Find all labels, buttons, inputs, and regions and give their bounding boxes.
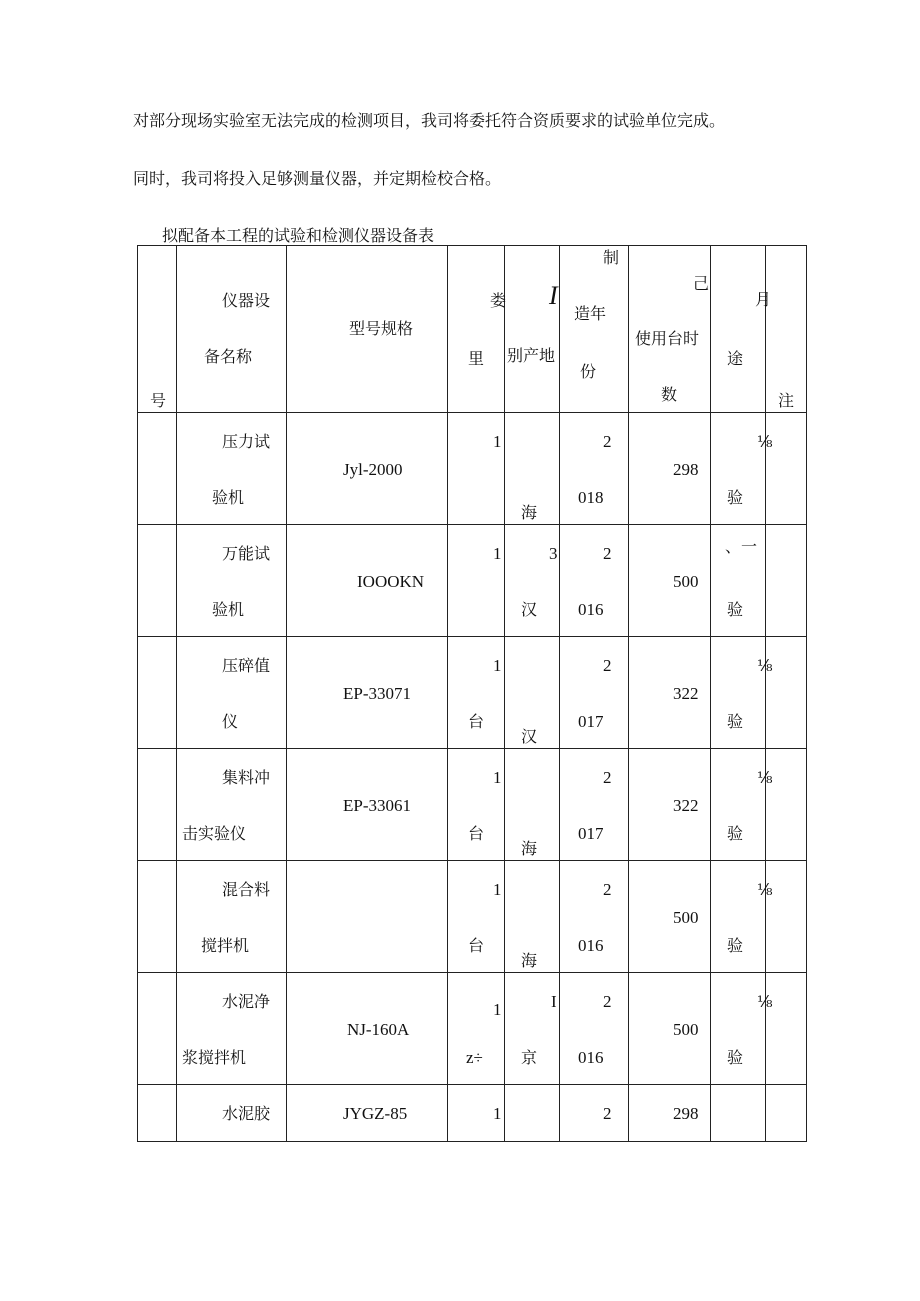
- cell-use-line2: 验: [727, 824, 744, 843]
- header-origin-line1: I: [549, 281, 558, 310]
- cell-use: [711, 973, 773, 1085]
- cell-hours-text: 298: [673, 460, 699, 479]
- cell-origin: [505, 749, 560, 861]
- header-no: [138, 246, 177, 413]
- cell-use: [711, 637, 773, 749]
- cell-use-line1: ⅛: [757, 656, 773, 675]
- cell-origin: [505, 861, 560, 973]
- cell-hours: [629, 637, 711, 749]
- cell-name: [177, 413, 287, 525]
- header-name: [177, 246, 287, 413]
- cell-origin-line2: 汉: [521, 727, 538, 746]
- cell-year: [560, 637, 629, 749]
- cell-year-line2: 016: [578, 1048, 604, 1067]
- cell-name: [177, 973, 287, 1085]
- cell-no: [138, 861, 177, 973]
- cell-qty: [448, 973, 505, 1085]
- cell-year-line1: 2: [603, 880, 612, 899]
- cell-model: [287, 637, 448, 749]
- cell-use-line1: ⅛: [757, 432, 773, 451]
- table-row: [138, 413, 807, 525]
- cell-name-line2: 仪: [222, 712, 239, 731]
- cell-qty: [448, 637, 505, 749]
- header-qty-line1: 娄: [490, 291, 507, 310]
- cell-qty: [448, 413, 505, 525]
- cell-hours-text: 298: [673, 1104, 699, 1123]
- cell-hours-text: 500: [673, 908, 699, 927]
- cell-qty: [448, 525, 505, 637]
- cell-note: [766, 637, 807, 749]
- cell-qty: [448, 1085, 505, 1142]
- cell-name-line1: 水泥净: [222, 992, 271, 1011]
- cell-qty-line1: 1: [493, 880, 502, 899]
- cell-qty-line1: 1: [493, 768, 502, 787]
- cell-name-line1: 水泥胶: [222, 1104, 271, 1123]
- cell-model-text: NJ-160A: [347, 1020, 410, 1039]
- table-row: [138, 525, 807, 637]
- cell-use-line2: 验: [727, 936, 744, 955]
- cell-no: [138, 749, 177, 861]
- cell-model: [287, 749, 448, 861]
- cell-qty-line2: 台: [468, 936, 485, 955]
- table-header-row: [138, 246, 807, 413]
- cell-hours-text: 500: [673, 1020, 699, 1039]
- cell-name-line1: 压碎值: [222, 656, 271, 675]
- header-hours-line1: 己: [693, 274, 710, 293]
- cell-qty-line1: 1: [493, 544, 502, 563]
- cell-model-text: IOOOKN: [357, 572, 425, 591]
- cell-no: [138, 637, 177, 749]
- cell-use: [711, 749, 773, 861]
- cell-origin: [505, 525, 560, 637]
- cell-use-line2: 验: [727, 712, 744, 731]
- header-name-line1: 仪器设: [222, 291, 271, 310]
- cell-name-line2: 浆搅拌机: [182, 1048, 247, 1067]
- cell-qty-line2: 台: [468, 712, 485, 731]
- cell-year: [560, 525, 629, 637]
- cell-year-line2: 017: [578, 824, 604, 843]
- cell-name-line2: 验机: [212, 488, 245, 507]
- table-caption: 拟配备本工程的试验和检测仪器设备表: [162, 226, 435, 245]
- cell-year-line2: 017: [578, 712, 604, 731]
- cell-year-line2: 016: [578, 600, 604, 619]
- cell-year-line2: 016: [578, 936, 604, 955]
- header-year-line1: 制: [603, 248, 620, 267]
- cell-origin-line1: 3: [549, 544, 558, 563]
- cell-origin: [505, 637, 560, 749]
- header-note: [766, 246, 807, 413]
- cell-use: [711, 1085, 766, 1142]
- table-row: [138, 749, 807, 861]
- table-row: [138, 1085, 807, 1142]
- cell-model: [287, 1085, 448, 1142]
- cell-year-line1: 2: [603, 768, 612, 787]
- cell-name: [177, 1085, 287, 1142]
- cell-use: [711, 525, 766, 637]
- cell-hours: [629, 413, 711, 525]
- cell-model: [287, 973, 448, 1085]
- cell-hours: [629, 749, 711, 861]
- cell-hours: [629, 973, 711, 1085]
- equipment-table: [137, 245, 807, 1142]
- intro-paragraph-2: 同时，我司将投入足够测量仪器，并定期检校合格。: [133, 169, 502, 188]
- cell-note: [766, 861, 807, 973]
- cell-use-line2: 验: [727, 600, 744, 619]
- cell-hours: [629, 861, 711, 973]
- cell-note: [766, 973, 807, 1085]
- cell-note: [766, 525, 807, 637]
- cell-model: [287, 413, 448, 525]
- cell-origin-line2: 海: [521, 503, 538, 522]
- cell-origin: [505, 1085, 560, 1142]
- cell-use-line2: 验: [727, 1048, 744, 1067]
- cell-year-line1: 2: [603, 992, 612, 1011]
- cell-hours-text: 322: [673, 796, 699, 815]
- header-qty: [448, 246, 505, 413]
- header-use-line2: 途: [727, 349, 744, 368]
- cell-use: [711, 413, 773, 525]
- cell-note: [766, 1085, 807, 1142]
- cell-origin-line2: 京: [521, 1048, 538, 1067]
- cell-note: [766, 749, 807, 861]
- header-use-line1: 月: [755, 290, 772, 309]
- header-origin: [505, 246, 560, 413]
- cell-year-line1: 2: [603, 544, 612, 563]
- header-qty-line2: 里: [468, 349, 485, 368]
- cell-no: [138, 413, 177, 525]
- cell-no: [138, 1085, 177, 1142]
- cell-qty-line1: 1: [493, 432, 502, 451]
- cell-qty: [448, 749, 505, 861]
- cell-no: [138, 973, 177, 1085]
- header-model-text: 型号规格: [349, 319, 414, 338]
- header-year-line3: 份: [580, 362, 597, 381]
- cell-use: [711, 861, 773, 973]
- cell-year: [560, 973, 629, 1085]
- cell-use-line1: 、一: [725, 537, 758, 556]
- table-row: [138, 861, 807, 973]
- cell-model-text: EP-33071: [343, 684, 411, 703]
- cell-name: [177, 637, 287, 749]
- cell-model: [287, 861, 448, 973]
- cell-name-line2: 击实验仪: [182, 824, 247, 843]
- header-no-text: 号: [150, 391, 167, 410]
- cell-name-line1: 万能试: [222, 544, 271, 563]
- cell-name-line1: 压力试: [222, 432, 271, 451]
- cell-year-line1: 2: [603, 1104, 612, 1123]
- header-hours-line2: 使用台时: [635, 329, 700, 348]
- intro-paragraph-1: 对部分现场实验室无法完成的检测项目，我司将委托符合资质要求的试验单位完成。: [133, 111, 726, 130]
- header-name-line2: 备名称: [204, 347, 253, 366]
- cell-model: [287, 525, 448, 637]
- cell-use-line1: ⅛: [757, 768, 773, 787]
- header-year: [560, 246, 629, 413]
- cell-hours-text: 322: [673, 684, 699, 703]
- cell-model-text: EP-33061: [343, 796, 411, 815]
- cell-qty-line1: 1: [493, 1000, 502, 1019]
- cell-model-text: Jyl-2000: [343, 460, 403, 479]
- cell-origin-line2: 海: [521, 951, 538, 970]
- table-row: [138, 637, 807, 749]
- cell-use-line2: 验: [727, 488, 744, 507]
- header-model: [287, 246, 448, 413]
- cell-year: [560, 1085, 629, 1142]
- header-origin-line2: 别产地: [507, 346, 556, 365]
- header-hours: [629, 246, 711, 413]
- cell-origin: [505, 413, 560, 525]
- header-hours-line3: 数: [661, 385, 678, 404]
- cell-qty-line1: 1: [493, 656, 502, 675]
- cell-name-line2: 搅拌机: [201, 936, 250, 955]
- cell-note: [766, 413, 807, 525]
- cell-qty-line2: z÷: [466, 1048, 483, 1067]
- cell-hours: [629, 525, 711, 637]
- table-row: [138, 973, 807, 1085]
- cell-name: [177, 749, 287, 861]
- cell-year-line1: 2: [603, 656, 612, 675]
- header-use: [711, 246, 772, 413]
- cell-name: [177, 861, 287, 973]
- cell-qty-line1: 1: [493, 1104, 502, 1123]
- header-note-text: 注: [778, 391, 795, 410]
- cell-origin-line2: 海: [521, 839, 538, 858]
- cell-use-line1: ⅛: [757, 880, 773, 899]
- cell-origin-line2: 汉: [521, 600, 538, 619]
- cell-model-text: JYGZ-85: [343, 1104, 408, 1123]
- cell-no: [138, 525, 177, 637]
- cell-hours-text: 500: [673, 572, 699, 591]
- cell-name-line1: 集料冲: [222, 768, 271, 787]
- cell-origin-line1: I: [551, 992, 557, 1011]
- cell-use-line1: ⅛: [757, 992, 773, 1011]
- header-year-line2: 造年: [574, 304, 607, 323]
- cell-year-line2: 018: [578, 488, 604, 507]
- cell-name-line2: 验机: [212, 600, 245, 619]
- cell-qty-line2: 台: [468, 824, 485, 843]
- cell-year-line1: 2: [603, 432, 612, 451]
- cell-name: [177, 525, 287, 637]
- cell-name-line1: 混合料: [222, 880, 271, 899]
- cell-qty: [448, 861, 505, 973]
- cell-year: [560, 861, 629, 973]
- cell-origin: [505, 973, 560, 1085]
- cell-year: [560, 413, 629, 525]
- cell-hours: [629, 1085, 711, 1142]
- cell-year: [560, 749, 629, 861]
